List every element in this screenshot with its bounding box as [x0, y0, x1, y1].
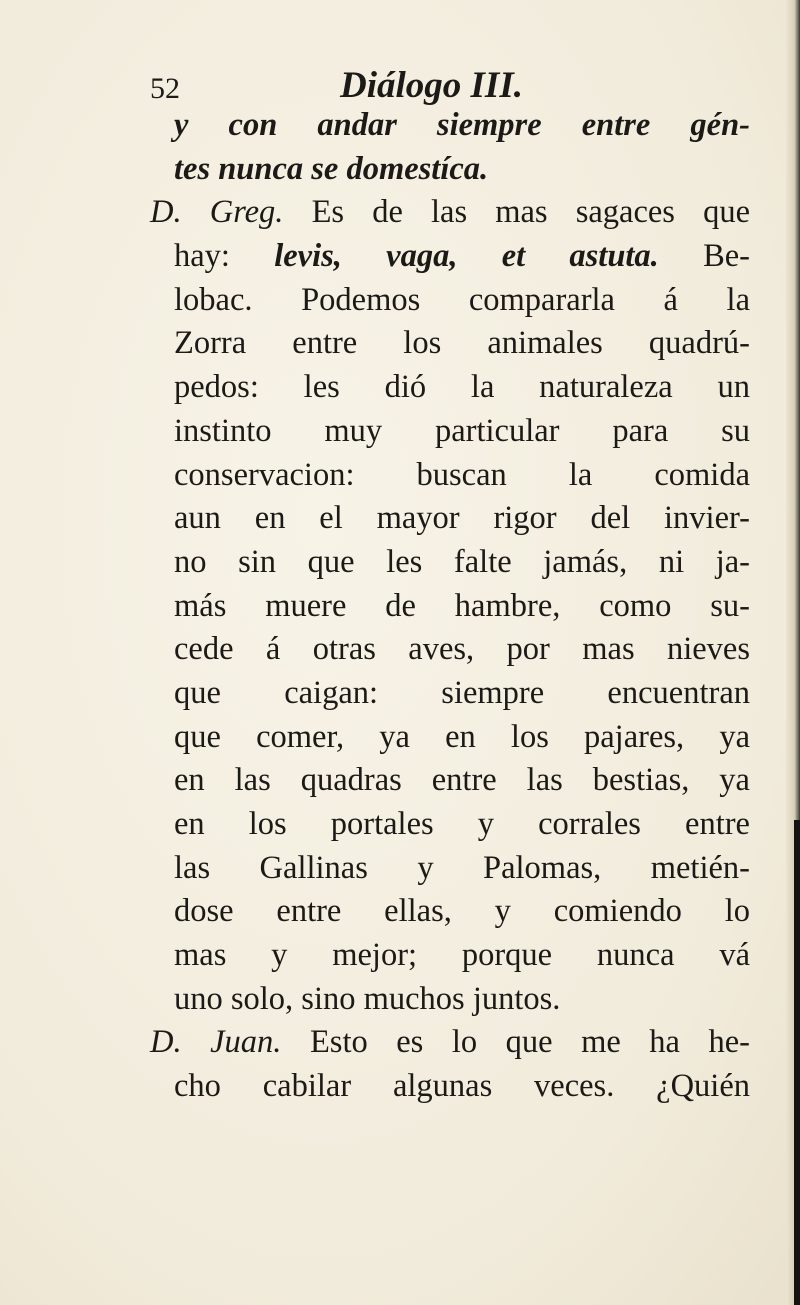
text-run: cede á otras aves, por mas nieves — [174, 631, 750, 668]
text-line — [150, 934, 750, 978]
text-line — [150, 410, 750, 454]
text-line — [150, 235, 750, 279]
speaker-label: D. Greg. — [150, 194, 284, 231]
text-line — [150, 148, 750, 192]
text-line — [150, 978, 750, 1022]
italic-text: y con andar siempre entre gén- — [174, 107, 750, 143]
text-run: Zorra entre los animales quadrú- — [174, 325, 750, 362]
italic-text: tes nunca se domestíca. — [174, 150, 489, 187]
binding-shadow — [794, 820, 800, 1305]
page-edge-shadow — [786, 0, 800, 1305]
text-run: dose entre ellas, y comiendo lo — [174, 893, 750, 930]
text-run: más muere de hambre, como su- — [174, 587, 750, 624]
text-line — [150, 672, 750, 716]
text-line — [150, 279, 750, 323]
text-line — [150, 628, 750, 672]
text-run: hay: — [174, 238, 275, 275]
text-line — [150, 104, 750, 148]
text-run: que caigan: siempre encuentran — [174, 674, 750, 711]
text-line — [150, 585, 750, 629]
text-line — [150, 322, 750, 366]
text-run: mas y mejor; porque nunca vá — [174, 937, 750, 974]
speaker-label: D. Juan. — [150, 1024, 282, 1061]
page-number: 52 — [150, 72, 180, 105]
text-run: Esto es lo que me ha he- — [281, 1024, 750, 1061]
text-run: lobac. Podemos compararla á la — [174, 281, 750, 318]
text-run: en los portales y corrales entre — [174, 806, 750, 842]
text-run: instinto muy particular para su — [174, 412, 750, 449]
text-line — [150, 1021, 750, 1065]
text-line — [150, 541, 750, 585]
text-run: las Gallinas y Palomas, metién- — [174, 849, 750, 886]
text-run: conservacion: buscan la comida — [174, 456, 750, 493]
text-run: aun en el mayor rigor del invier- — [174, 500, 750, 537]
text-run: pedos: les dió la naturaleza un — [174, 369, 750, 406]
body-text — [150, 104, 750, 1109]
text-run: cho cabilar algunas veces. ¿Quién — [174, 1068, 750, 1105]
text-line — [150, 759, 750, 803]
text-line — [150, 191, 750, 235]
text-line — [150, 803, 750, 847]
running-title: Diálogo III. — [340, 65, 523, 106]
text-line — [150, 497, 750, 541]
text-run: en las quadras entre las bestias, ya — [174, 762, 750, 799]
italic-text: levis, vaga, et astuta. — [274, 238, 659, 275]
text-run: uno solo, sino muchos juntos. — [174, 980, 561, 1017]
text-line — [150, 454, 750, 498]
text-run: Be- — [658, 238, 750, 275]
text-run: que comer, ya en los pajares, ya — [174, 718, 750, 755]
text-line — [150, 847, 750, 891]
text-run: Es de las mas sagaces que — [283, 194, 750, 231]
text-line — [150, 716, 750, 760]
text-run: no sin que les falte jamás, ni ja- — [174, 543, 750, 580]
text-line — [150, 890, 750, 934]
text-line — [150, 366, 750, 410]
text-line — [150, 1065, 750, 1109]
